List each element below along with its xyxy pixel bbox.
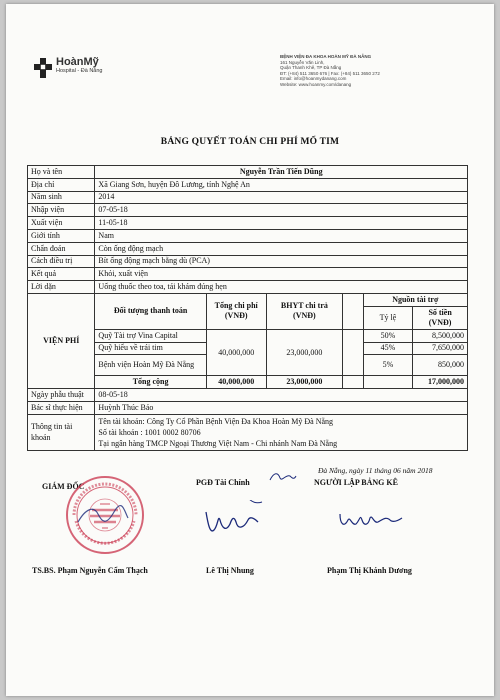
finance-signature-icon (196, 500, 276, 540)
account-label: Thông tin tài khoản (28, 414, 95, 450)
director-signature-icon (72, 500, 132, 530)
row-label: Nhập viện (28, 204, 95, 217)
sum-amount: 17,000,000 (413, 376, 468, 389)
director-name: TS.BS. Phạm Nguyễn Cẩm Thạch (32, 566, 148, 575)
row-value: Uống thuốc theo toa, tái khám đúng hẹn (95, 281, 468, 294)
row-value: Huỳnh Thúc Bảo (95, 401, 468, 414)
initials-icon (268, 470, 298, 484)
info-line: Email: info@hoanmydanang.com (280, 76, 347, 82)
total-cost-value: 40,000,000 (206, 329, 266, 376)
finance-title: PGĐ Tài Chính (196, 478, 250, 487)
row-label: Chẩn đoán (28, 242, 95, 255)
sponsor-ratio: 5% (363, 355, 413, 376)
row-value: Bít ống động mạch bằng dù (PCA) (95, 255, 468, 268)
document-title: BẢNG QUYẾT TOÁN CHI PHÍ MỔ TIM (160, 137, 340, 147)
info-line: Website: www.hoanmy.com/danang (280, 81, 352, 87)
row-value: Khỏi, xuất viện (95, 268, 468, 281)
row-value: Xã Giang Sơn, huyện Đô Lương, tỉnh Nghệ An (95, 178, 468, 191)
sponsor-name: Quỹ hiểu về trái tim (95, 342, 206, 355)
info-line: ĐT: (+84) 511 3650 676 | Fax: (+84) 511 3650 272 (280, 70, 380, 76)
header-target: Đối tượng thanh toán (95, 293, 206, 329)
preparer-signature-icon (334, 506, 414, 536)
logo-subtitle: Hospital - Đà Nẵng (56, 68, 103, 74)
header-ratio: Tỷ lệ (363, 306, 413, 329)
sum-label: Tổng cộng (95, 376, 206, 389)
sponsor-ratio: 45% (363, 342, 413, 355)
logo-name: HoànMỹ (56, 56, 99, 68)
row-value: 08-05-18 (95, 389, 468, 402)
header-total-cost: Tổng chi phí (VNĐ) (206, 293, 266, 329)
director-title: GIÁM ĐỐC (42, 482, 85, 491)
row-label: Bác sĩ thực hiện (28, 401, 95, 414)
info-line: Quận Thanh Khê, TP Đà Nẵng (280, 65, 342, 71)
finance-name: Lê Thị Nhung (206, 566, 254, 575)
row-label: Lời dặn (28, 281, 95, 294)
row-label: Giới tính (28, 229, 95, 242)
patient-name: Nguyễn Trần Tiến Dũng (95, 166, 468, 179)
row-label: Cách điều trị (28, 255, 95, 268)
row-label: Ngày phẫu thuật (28, 389, 95, 402)
sponsor-name: Quỹ Tài trợ Vina Capital (95, 329, 206, 342)
row-label: Kết quả (28, 268, 95, 281)
fee-section-label: VIỆN PHÍ (28, 293, 95, 388)
info-line: BỆNH VIỆN ĐA KHOA HOÀN MỸ ĐÀ NẴNG (280, 54, 372, 59)
sum-total-cost: 40,000,000 (206, 376, 266, 389)
row-value: 07-05-18 (95, 204, 468, 217)
row-value: Còn ống động mạch (95, 242, 468, 255)
row-label: Họ và tên (28, 166, 95, 179)
row-label: Xuất viện (28, 217, 95, 230)
account-line: Số tài khoản : 1001 0002 80706 (98, 427, 201, 437)
header-amount: Số tiền (VNĐ) (413, 306, 468, 329)
sponsor-amount: 7,650,000 (413, 342, 468, 355)
header-bhyt: BHYT chi trả (VNĐ) (266, 293, 343, 329)
account-line: Tên tài khoản: Công Ty Cổ Phần Bệnh Viện Đa Khoa Hoàn Mỹ Đà Nẵng (98, 416, 334, 426)
header-funding: Nguồn tài trợ (363, 293, 467, 306)
row-value: 2014 (95, 191, 468, 204)
account-line: Tại ngân hàng TMCP Ngoại Thương Việt Nam - Chi nhánh Nam Đà Nẵng (98, 438, 338, 448)
sponsor-ratio: 50% (363, 329, 413, 342)
sponsor-name: Bệnh viện Hoàn Mỹ Đà Nẵng (95, 355, 206, 376)
sponsor-amount: 850,000 (413, 355, 468, 376)
date-line: Đà Nẵng, ngày 11 tháng 06 năm 2018 (318, 466, 433, 475)
row-label: Năm sinh (28, 191, 95, 204)
info-line: 161 Nguyễn Văn Linh, (280, 59, 325, 65)
preparer-name: Phạm Thị Khánh Dương (327, 566, 412, 575)
row-value: Nam (95, 229, 468, 242)
row-value: 11-05-18 (95, 217, 468, 230)
sponsor-amount: 8,500,000 (413, 329, 468, 342)
row-label: Địa chỉ (28, 178, 95, 191)
sum-bhyt: 23,000,000 (266, 376, 343, 389)
preparer-title: NGƯỜI LẬP BẢNG KÊ (314, 478, 398, 487)
bhyt-value: 23,000,000 (266, 329, 343, 376)
